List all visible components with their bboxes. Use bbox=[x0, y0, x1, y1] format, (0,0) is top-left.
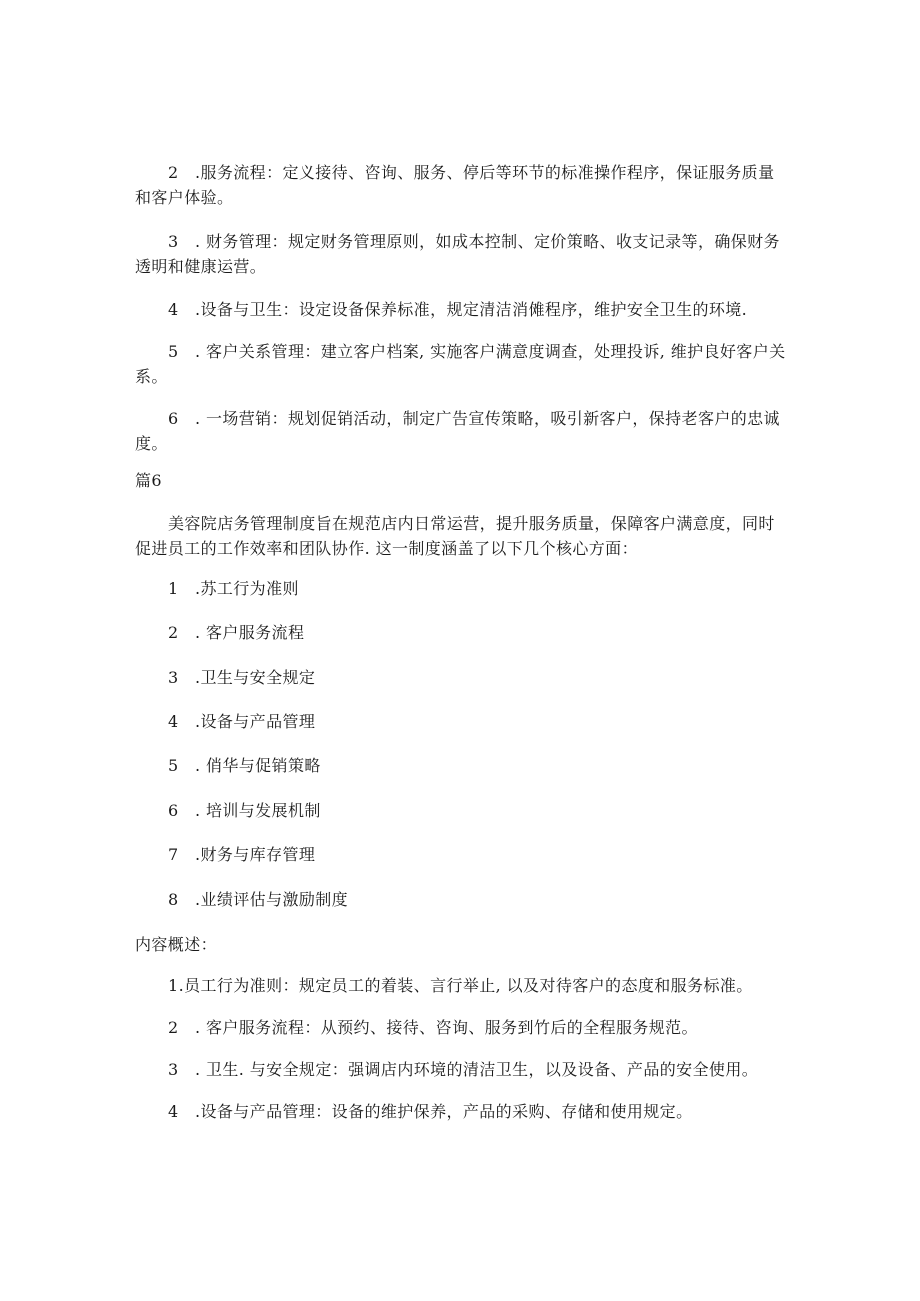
paragraph-marketing: 6 . 一场营销：规划促销活动，制定广告宣传策略，吸引新客户，保持老客户的忠诚度。 bbox=[135, 409, 780, 453]
list-item: 8 .业绩评估与激励制度 bbox=[168, 890, 349, 909]
overview-title: 内容概述： bbox=[135, 935, 218, 954]
list-item: 7 .财务与库存管理 bbox=[168, 845, 316, 864]
paragraph-financial-management: 3 . 财务管理：规定财务管理原则，如成本控制、定价策略、收支记录等，确保财务透明和健康运营。 bbox=[135, 232, 780, 276]
overview-item: 3 . 卫生. 与安全规定：强调店内环境的清洁卫生，以及设备、产品的安全使用。 bbox=[168, 1060, 759, 1079]
overview-item: 2 . 客户服务流程：从预约、接待、咨询、服务到竹后的全程服务规范。 bbox=[168, 1018, 698, 1037]
list-item: 6 . 培训与发展机制 bbox=[168, 801, 321, 820]
intro-paragraph: 美容院店务管理制度旨在规范店内日常运营，提升服务质量，保障客户满意度，同时促进员工的工作效率和团队协作. 这一制度涵盖了以下几个核心方面： bbox=[135, 514, 775, 558]
overview-item: 1.员工行为准则：规定员工的着装、言行举止, 以及对待客户的态度和服务标准。 bbox=[168, 976, 753, 995]
list-item: 2 . 客户服务流程 bbox=[168, 623, 305, 642]
section-title: 篇6 bbox=[135, 471, 162, 490]
paragraph-service-process: 2 .服务流程：定义接待、咨询、服务、停后等环节的标准操作程序，保证服务质量和客户体验。 bbox=[135, 163, 775, 207]
overview-item: 4 .设备与产品管理：设备的维护保养，产品的采购、存储和使用规定。 bbox=[168, 1102, 693, 1121]
list-item: 4 .设备与产品管理 bbox=[168, 712, 316, 731]
list-item: 3 .卫生与安全规定 bbox=[168, 668, 316, 687]
list-item: 5 . 俏华与促销策略 bbox=[168, 756, 321, 775]
paragraph-equipment-hygiene: 4 .设备与卫生：设定设备保养标准，规定清洁消傩程序，维护安全卫生的环境. bbox=[168, 300, 748, 319]
paragraph-customer-relations: 5 . 客户关系管理：建立客户档案, 实施客户满意度调查，处理投诉, 维护良好客户关系。 bbox=[135, 342, 786, 386]
list-item: 1 .苏工行为准则 bbox=[168, 579, 299, 598]
